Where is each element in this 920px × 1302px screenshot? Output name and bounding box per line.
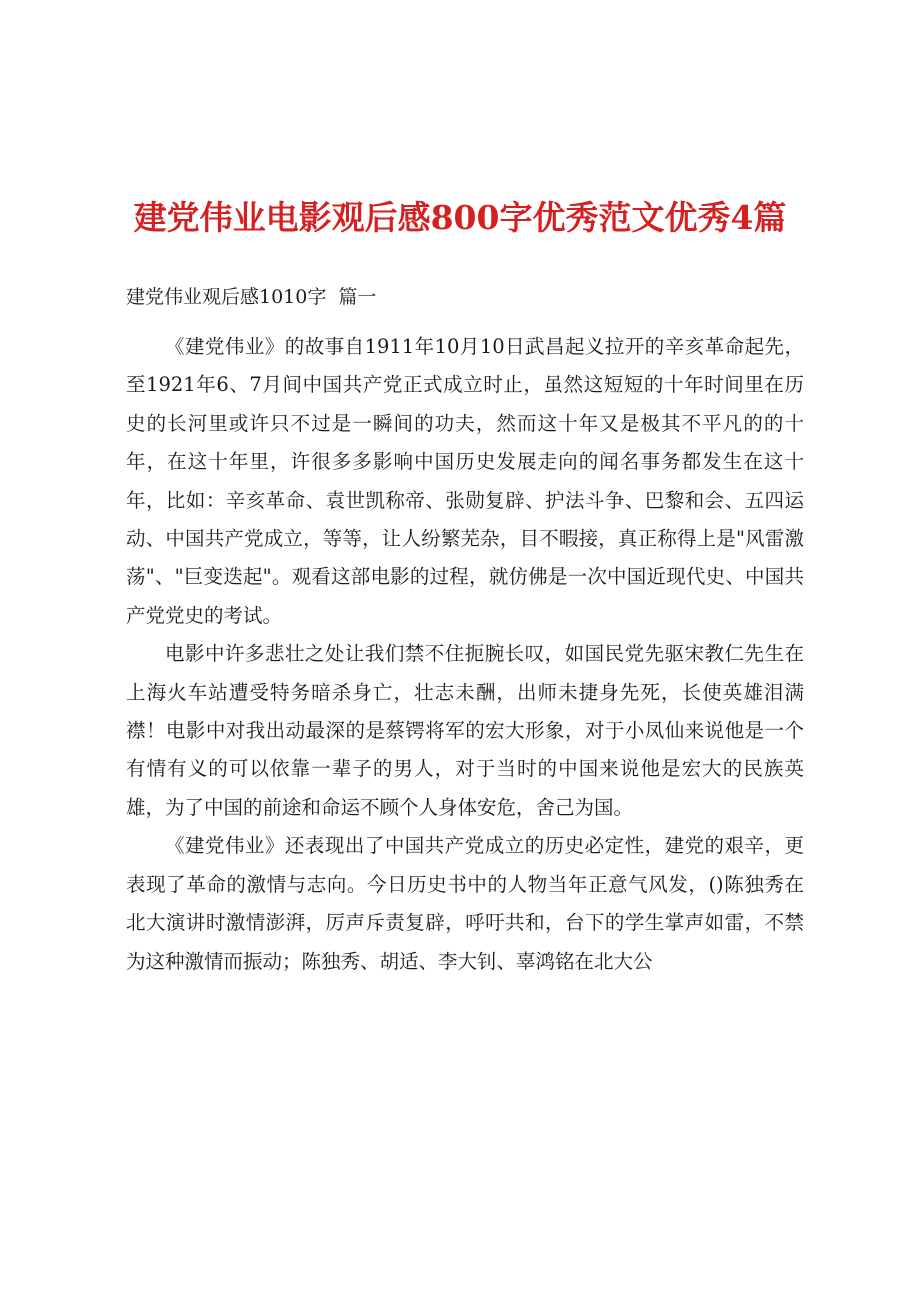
paragraph-1: 《建党伟业》的故事自1911年10月10日武昌起义拉开的辛亥革命起先，至1921年6、7月间中国共产党正式成立时止，虽然这短短的十年时间里在历史的长河里或许只不过是一瞬间的功夫，然而这十年又是极其不平凡的的十年，在这十年里，许很多多影响中国历史发展走向的闻名事务都发生在这十年，比如：辛亥革命、袁世凯称帝、张勋复辟、护法斗争、巴黎和会、五四运动、中国共产党成立，等等，让人纷繁芜杂，目不暇接，真正称得上是"风雷激荡"、"巨变迭起"。观看这部电影的过程，就仿佛是一次中国近现代史、中国共产党党史的考试。 xyxy=(126,335,804,627)
section-heading: 建党伟业观后感1010字 篇一 xyxy=(126,286,377,308)
paragraph-2: 电影中许多悲壮之处让我们禁不住扼腕长叹，如国民党先驱宋教仁先生在上海火车站遭受特务暗杀身亡，壮志未酬，出师未捷身先死，长使英雄泪满襟！电影中对我出动最深的是蔡锷将军的宏大形象，对于小凤仙来说他是一个有情有义的可以依靠一辈子的男人，对于当时的中国来说他是宏大的民族英雄，为了中国的前途和命运不顾个人身体安危，舍己为国。 xyxy=(126,642,804,819)
document-body xyxy=(126,328,804,981)
paragraph-3: 《建党伟业》还表现出了中国共产党成立的历史必定性，建党的艰辛，更表现了革命的激情与志向。今日历史书中的人物当年正意气风发，()陈独秀在北大演讲时激情澎湃，厉声斥责复辟，呼吁共和，台下的学生掌声如雷，不禁为这种激情而振动；陈独秀、胡适、李大钊、辜鸿铭在北大公 xyxy=(126,834,804,973)
document-title: 建党伟业电影观后感800字优秀范文优秀4篇 xyxy=(133,198,787,237)
